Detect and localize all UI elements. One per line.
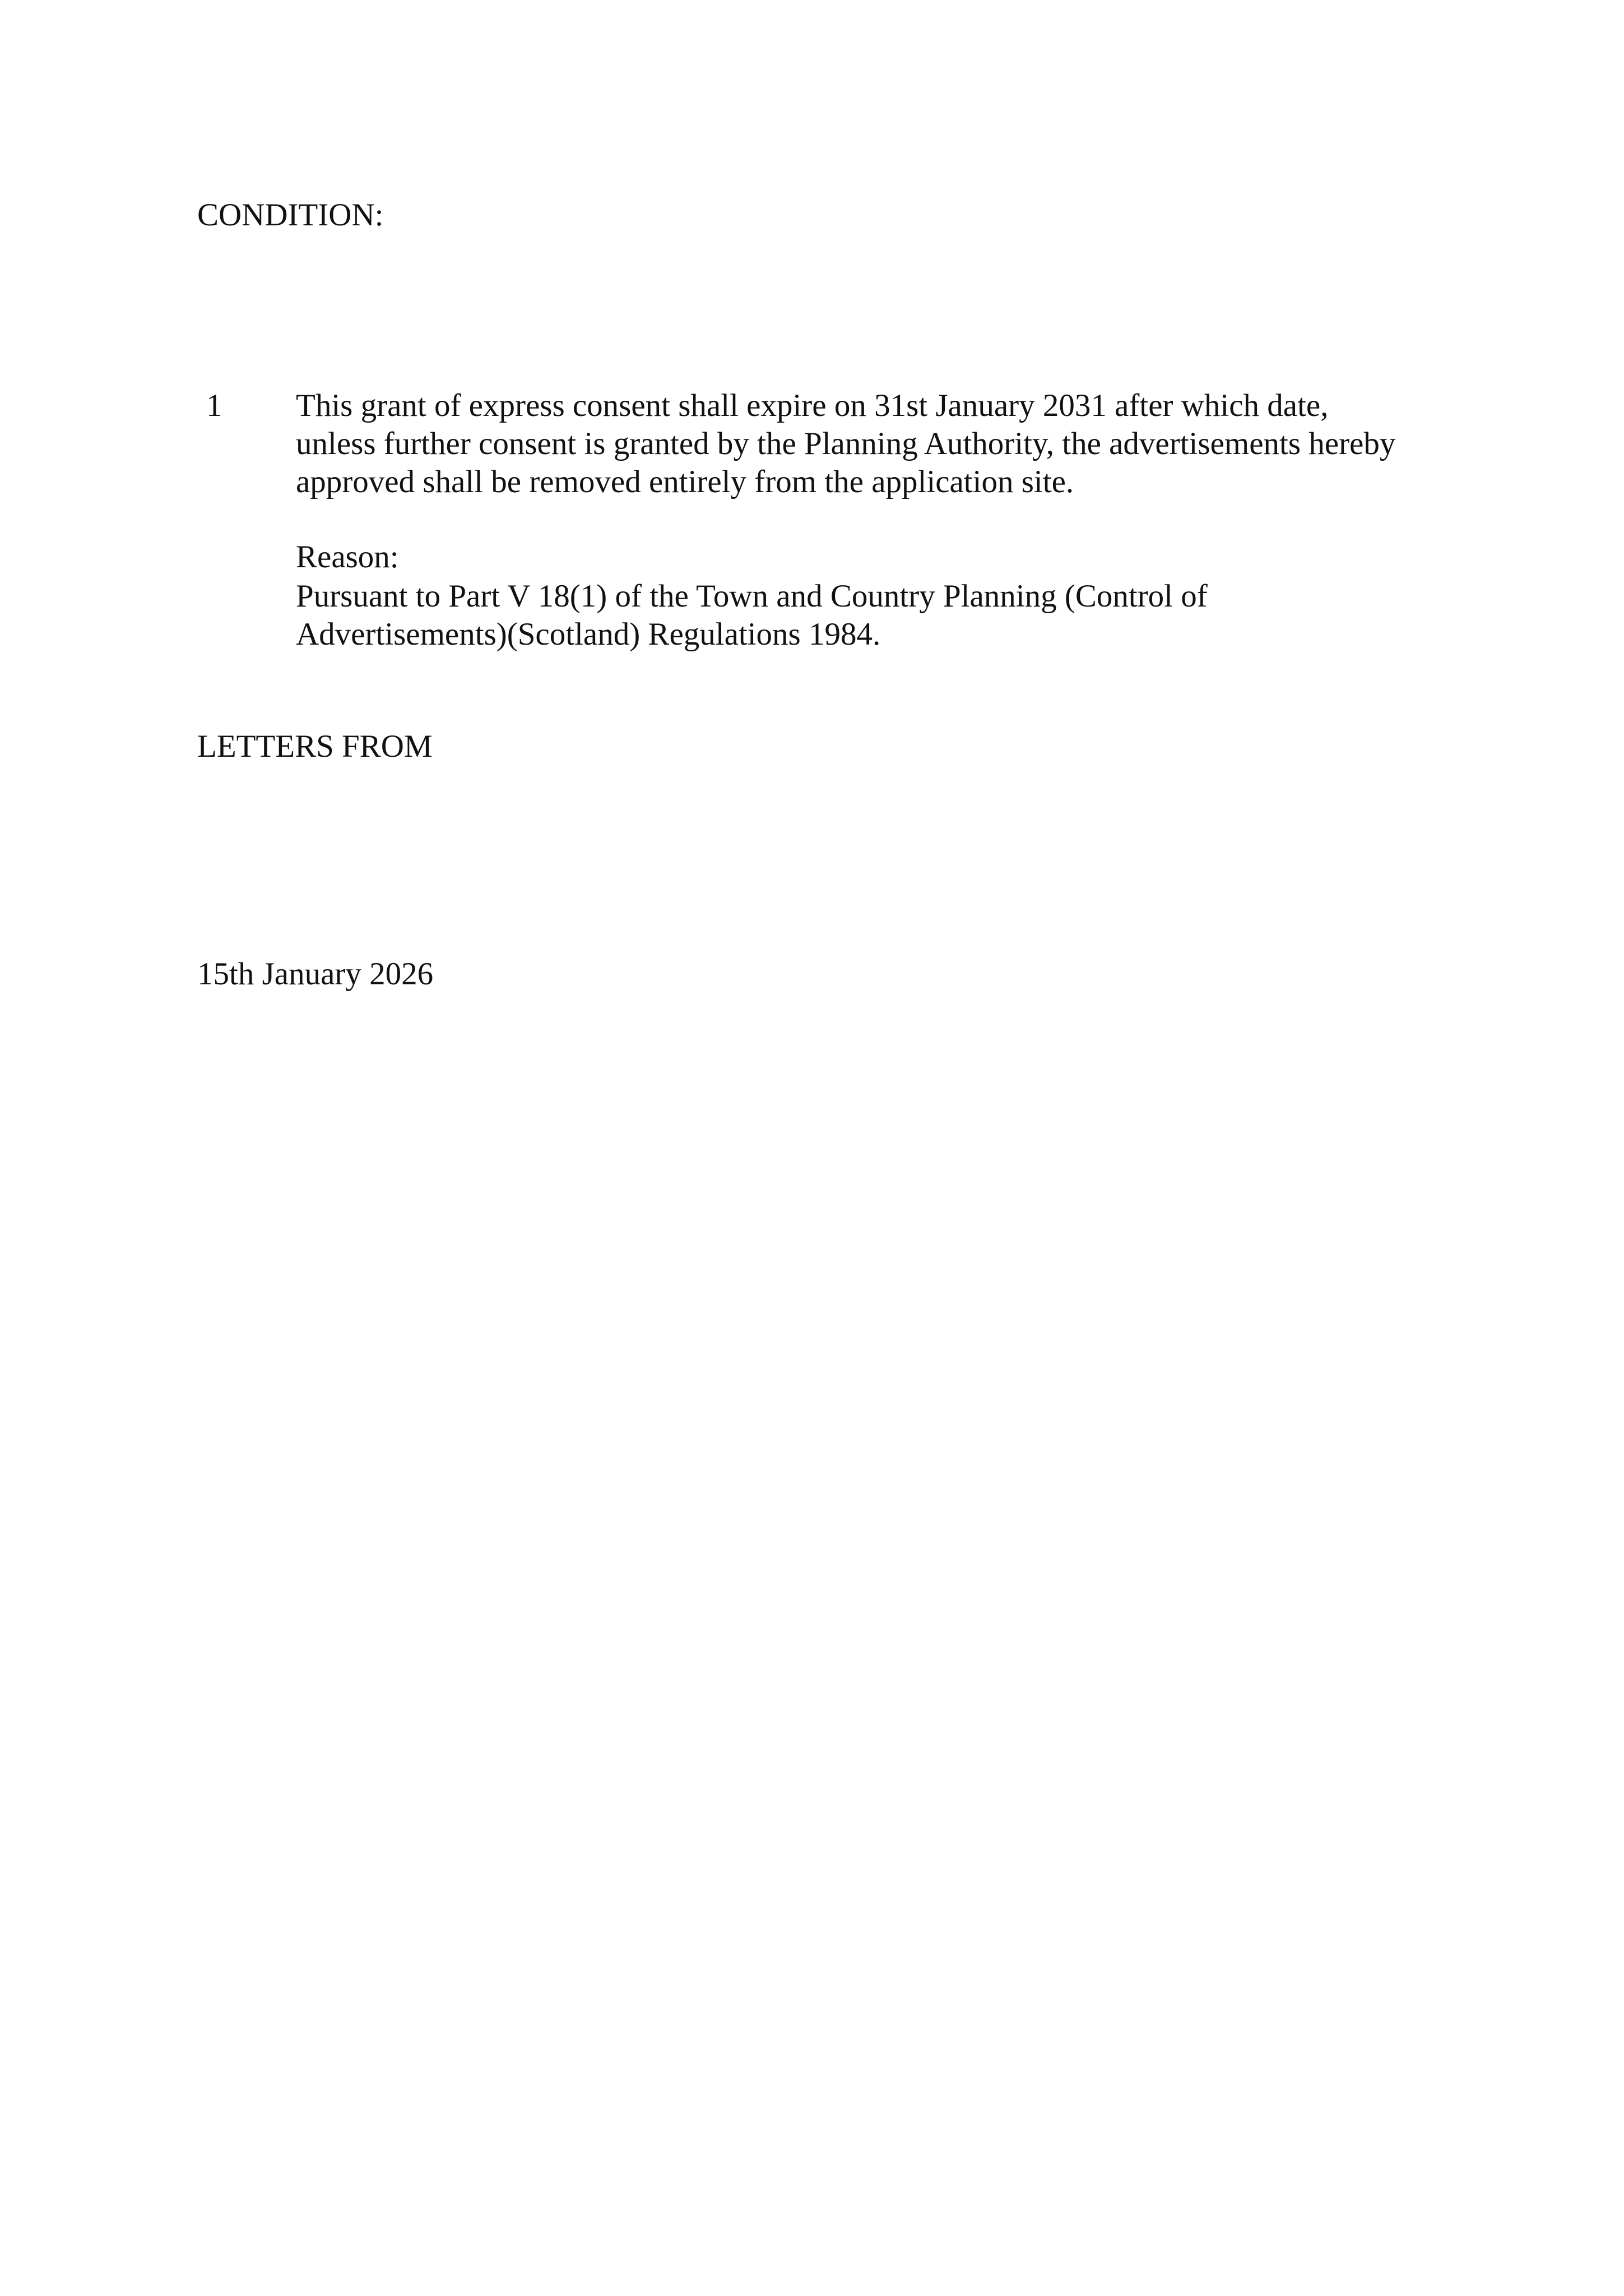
reason-label: Reason:: [296, 539, 399, 575]
letters-from-heading: LETTERS FROM: [197, 729, 433, 764]
condition-text-line: This grant of express consent shall expire on 31st January 2031 after which date,: [296, 388, 1329, 423]
condition-number: 1: [206, 388, 222, 423]
reason-text-line: Advertisements)(Scotland) Regulations 1984.: [296, 617, 881, 652]
condition-text: [296, 387, 1395, 501]
condition-text-line: approved shall be removed entirely from the application site.: [296, 464, 1074, 499]
document-date: 15th January 2026: [197, 956, 434, 992]
condition-text-line: unless further consent is granted by the Planning Authority, the advertisements hereby: [296, 426, 1396, 461]
condition-heading: CONDITION:: [197, 197, 384, 233]
reason-text-line: Pursuant to Part V 18(1) of the Town and Country Planning (Control of: [296, 578, 1208, 614]
reason-text: [296, 577, 1208, 654]
